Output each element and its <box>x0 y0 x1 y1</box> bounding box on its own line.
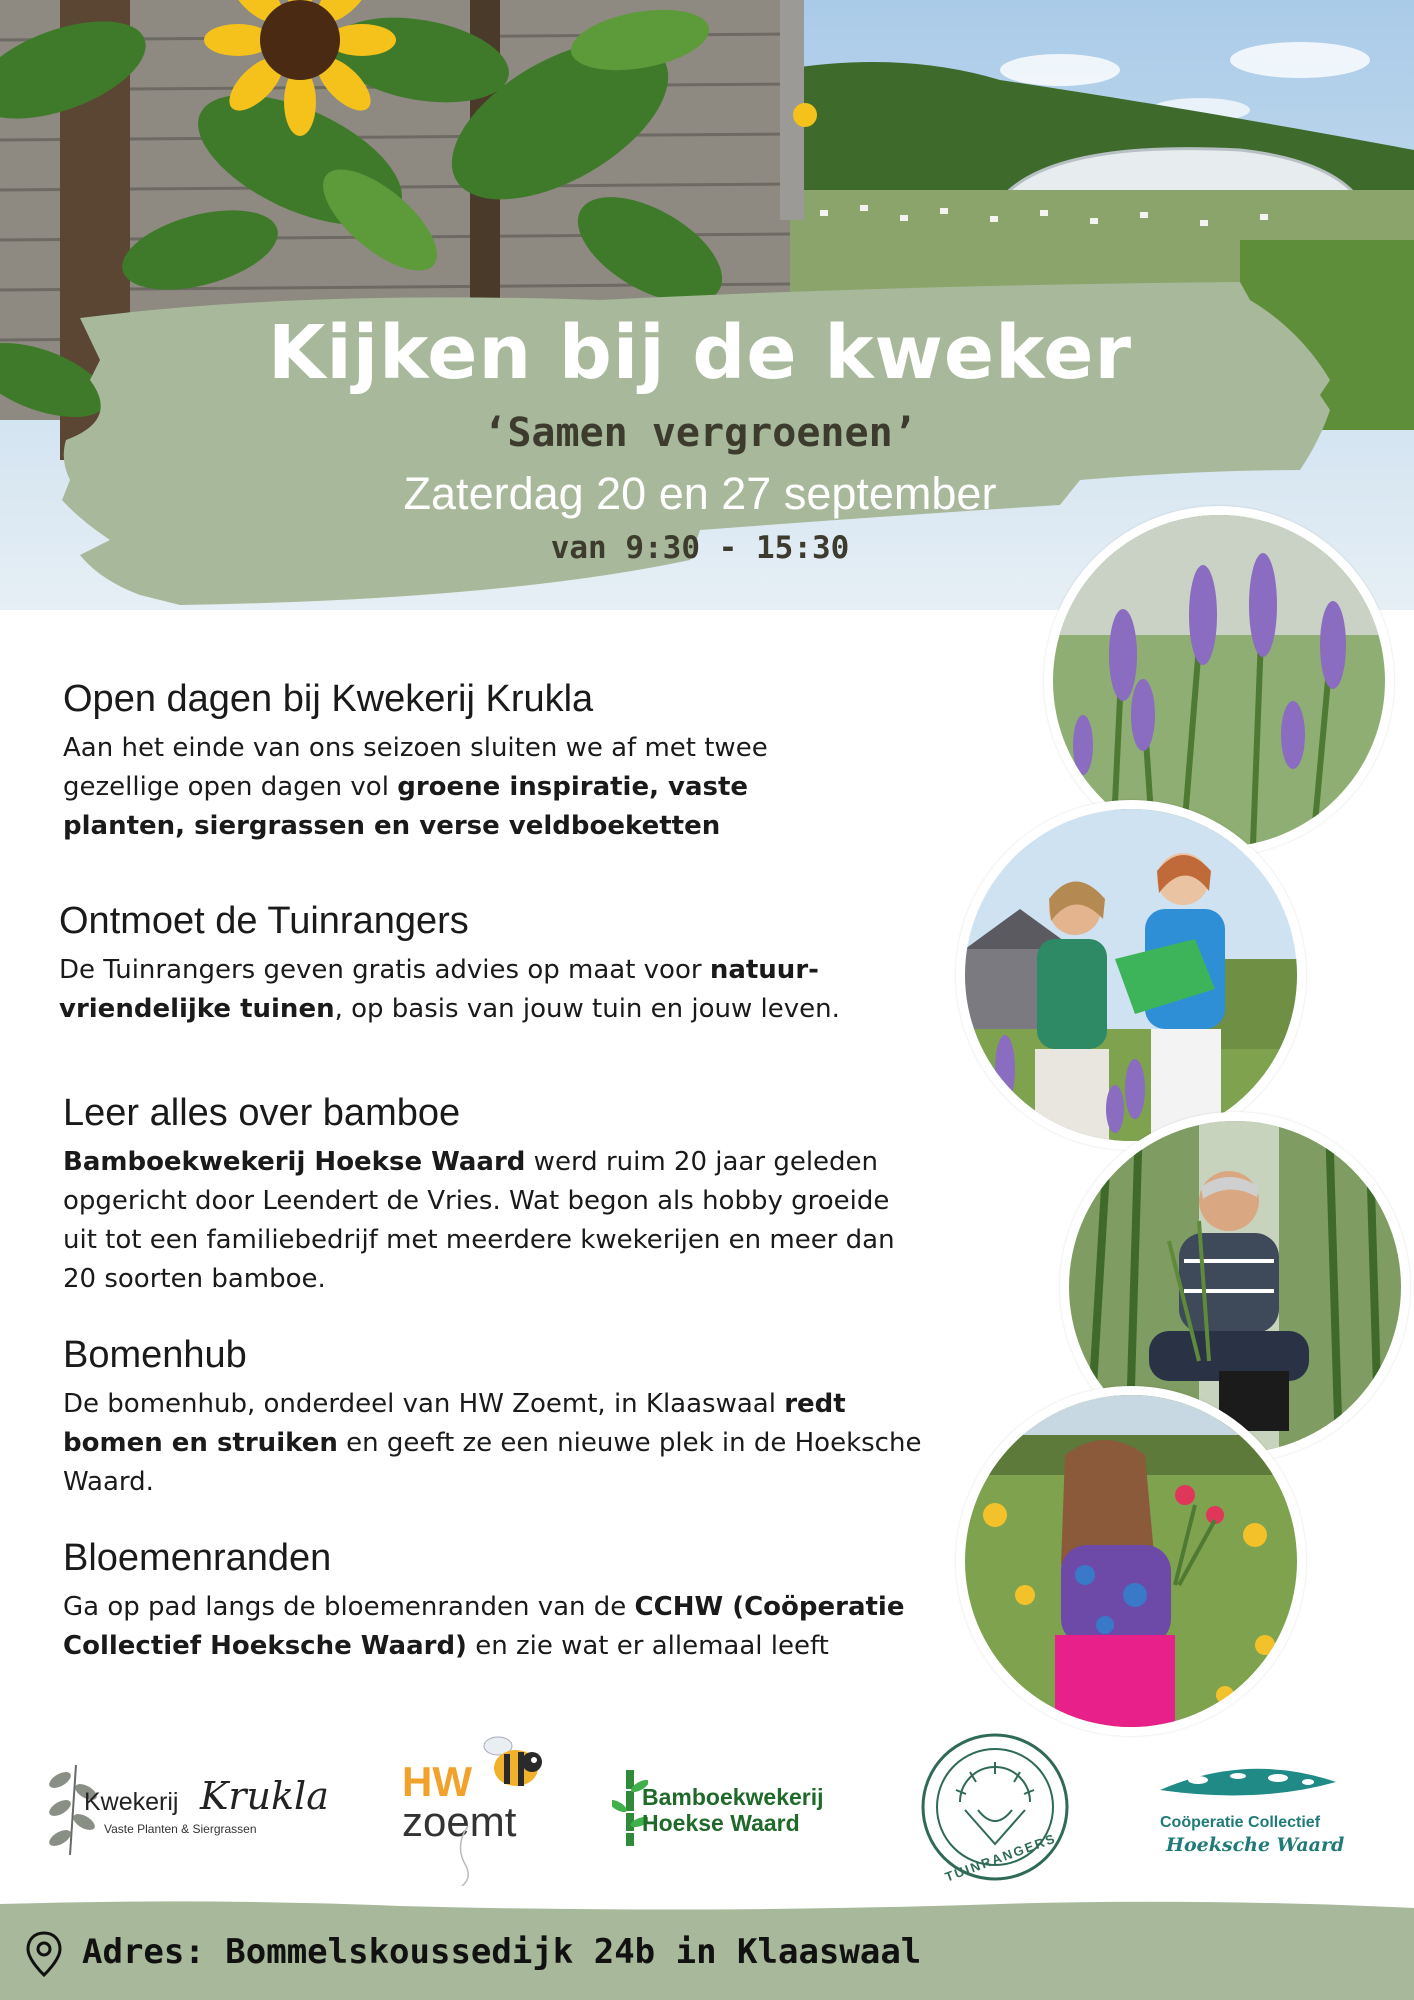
section-body <box>63 729 823 846</box>
section-heading: Leer alles over bamboe <box>63 1092 461 1134</box>
section-body <box>59 951 859 1029</box>
bee-trail-icon <box>448 1826 488 1886</box>
cchw-line2: Hoeksche Waard <box>1166 1834 1345 1856</box>
section-heading: Open dagen bij Kwekerij Krukla <box>63 678 594 720</box>
section-text: werd ruim 20 jaar geleden opgericht door Leendert de Vries. Wat begon als hobby groeide uit tot een familiebedrijf met meerdere kwekerijen en meer dan 20 soorten bamboe. <box>63 1147 895 1294</box>
section-text: Ga op pad langs de bloemenranden van de <box>63 1592 635 1622</box>
section-heading: Bloemenranden <box>63 1537 332 1579</box>
photo-flower-picking <box>956 1386 1306 1736</box>
section-text: en zie wat er allemaal leeft <box>466 1631 829 1661</box>
section-heading: Bomenhub <box>63 1334 247 1376</box>
krukla-tagline: Vaste Planten & Siergrassen <box>104 1822 257 1836</box>
event-title: Kijken bij de kweker <box>268 310 1132 396</box>
section-bamboe <box>63 1092 903 1299</box>
bee-icon <box>474 1732 544 1802</box>
event-subtitle: ‘Samen vergroenen’ <box>483 410 917 456</box>
section-bomenhub <box>63 1334 943 1502</box>
address-text: Adres: Bommelskoussedijk 24b in Klaaswaal <box>82 1932 922 1972</box>
section-body <box>63 1385 943 1502</box>
krukla-name: Kwekerij <box>84 1788 179 1816</box>
bamboe-line1: Bamboekwekerij <box>642 1784 824 1810</box>
hw-zoemt-zoemt: zoemt <box>402 1798 517 1845</box>
section-heading: Ontmoet de Tuinrangers <box>59 900 469 942</box>
section-text: Aan het einde van ons seizoen sluiten we af met twee gezellige open dagen vol <box>63 733 768 802</box>
section-text: De bomenhub, onderdeel van HW Zoemt, in Klaaswaal <box>63 1389 785 1419</box>
location-pin-icon <box>24 1930 64 1978</box>
logo-kwekerij-krukla <box>40 1760 330 1860</box>
cchw-line1: Coöperatie Collectief <box>1160 1814 1321 1831</box>
logo-hw-zoemt <box>400 1730 560 1890</box>
section-tuinrangers <box>59 900 859 1029</box>
photo-tuinrangers <box>956 800 1306 1150</box>
section-text-bold: groene inspiratie, vaste planten, siergrassen en verse veldboeketten <box>63 772 749 841</box>
logo-bamboekwekerij <box>612 1768 852 1848</box>
section-open-dagen <box>63 678 823 846</box>
logo-tuinrangers <box>920 1732 1070 1885</box>
krukla-script: Krukla <box>200 1774 329 1818</box>
section-body <box>63 1588 933 1666</box>
section-text-bold: natuur-vriendelijke tuinen <box>59 955 819 1024</box>
section-bloemenranden <box>63 1537 933 1666</box>
tuinrangers-name: TUINRANGERS <box>942 1830 1059 1885</box>
section-text-bold: redt bomen en struiken <box>63 1389 846 1458</box>
section-body <box>63 1143 903 1299</box>
hw-zoemt-hw: HW <box>402 1758 472 1805</box>
event-time: van 9:30 - 15:30 <box>550 530 850 566</box>
cchw-landscape-icon <box>1158 1760 1338 1800</box>
section-text-bold: CCHW (Coöperatie Collectief Hoeksche Waard) <box>63 1592 905 1661</box>
bamboe-line2: Hoekse Waard <box>642 1810 800 1836</box>
section-text: en geeft ze een nieuwe plek in de Hoeksche Waard. <box>63 1428 922 1497</box>
logo-cchw <box>1150 1760 1345 1860</box>
event-dates: Zaterdag 20 en 27 september <box>403 468 997 519</box>
section-text: De Tuinrangers geven gratis advies op maat voor <box>59 955 710 985</box>
section-text-bold: Bamboekwekerij Hoekse Waard <box>63 1147 526 1177</box>
section-text: , op basis van jouw tuin en jouw leven. <box>334 994 840 1024</box>
